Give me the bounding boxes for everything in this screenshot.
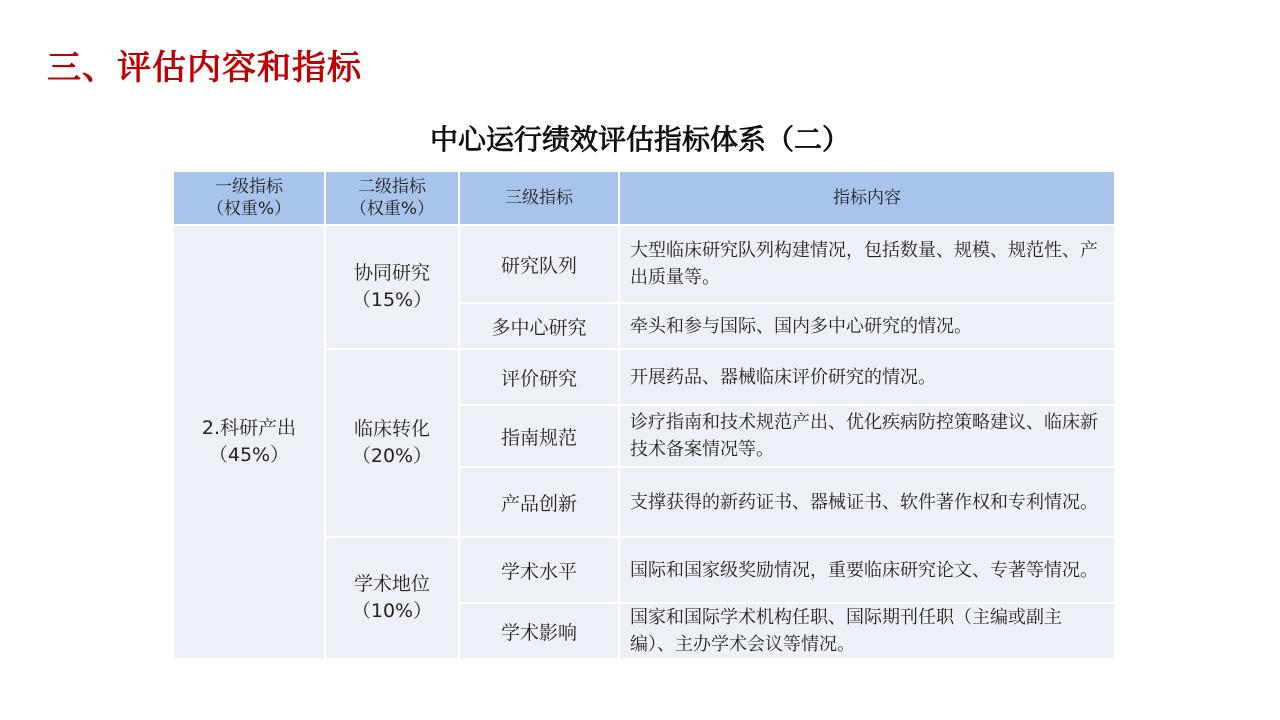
level3-cell: 产品创新 bbox=[459, 467, 619, 537]
level3-cell: 指南规范 bbox=[459, 405, 619, 467]
level2-name: 协同研究 bbox=[353, 262, 430, 284]
header-level2 bbox=[325, 171, 459, 225]
content-cell: 开展药品、器械临床评价研究的情况。 bbox=[619, 349, 1115, 405]
metrics-table bbox=[172, 170, 1116, 660]
header-level2-label: 二级指标 bbox=[358, 177, 426, 197]
content-cell: 牵头和参与国际、国内多中心研究的情况。 bbox=[619, 303, 1115, 349]
header-content bbox=[619, 171, 1115, 225]
level2-name: 学术地位 bbox=[353, 573, 430, 595]
slide-title: 三、评估内容和指标 bbox=[47, 48, 362, 88]
header-level1-label: 一级指标 bbox=[215, 177, 283, 197]
level2-cell bbox=[325, 349, 459, 537]
level1-cell bbox=[173, 225, 325, 659]
level3-cell: 学术影响 bbox=[459, 603, 619, 659]
header-level2-weight: （权重%） bbox=[349, 199, 435, 219]
content-cell: 国际和国家级奖励情况，重要临床研究论文、专著等情况。 bbox=[619, 537, 1115, 603]
level2-weight: （10%） bbox=[351, 600, 433, 622]
header-level3 bbox=[459, 171, 619, 225]
table-row bbox=[173, 225, 1115, 303]
level2-cell bbox=[325, 537, 459, 659]
content-cell: 国家和国际学术机构任职、国际期刊任职（主编或副主编）、主办学术会议等情况。 bbox=[619, 603, 1115, 659]
header-level3-label: 三级指标 bbox=[505, 188, 573, 208]
header-level1-weight: （权重%） bbox=[206, 199, 292, 219]
table-title: 中心运行绩效评估指标体系（二） bbox=[429, 123, 850, 156]
level1-weight: （45%） bbox=[208, 444, 290, 466]
level2-name: 临床转化 bbox=[353, 418, 430, 440]
level2-weight: （20%） bbox=[351, 445, 433, 467]
content-cell: 诊疗指南和技术规范产出、优化疾病防控策略建议、临床新技术备案情况等。 bbox=[619, 405, 1115, 467]
level2-cell bbox=[325, 225, 459, 349]
level3-cell: 评价研究 bbox=[459, 349, 619, 405]
table-header-row bbox=[173, 171, 1115, 225]
level3-cell: 多中心研究 bbox=[459, 303, 619, 349]
content-cell: 大型临床研究队列构建情况，包括数量、规模、规范性、产出质量等。 bbox=[619, 225, 1115, 303]
level3-cell: 学术水平 bbox=[459, 537, 619, 603]
header-level1 bbox=[173, 171, 325, 225]
header-content-label: 指标内容 bbox=[833, 188, 901, 208]
level2-weight: （15%） bbox=[351, 289, 433, 311]
level1-name: 2.科研产出 bbox=[201, 417, 297, 439]
content-cell: 支撑获得的新药证书、器械证书、软件著作权和专利情况。 bbox=[619, 467, 1115, 537]
level3-cell: 研究队列 bbox=[459, 225, 619, 303]
